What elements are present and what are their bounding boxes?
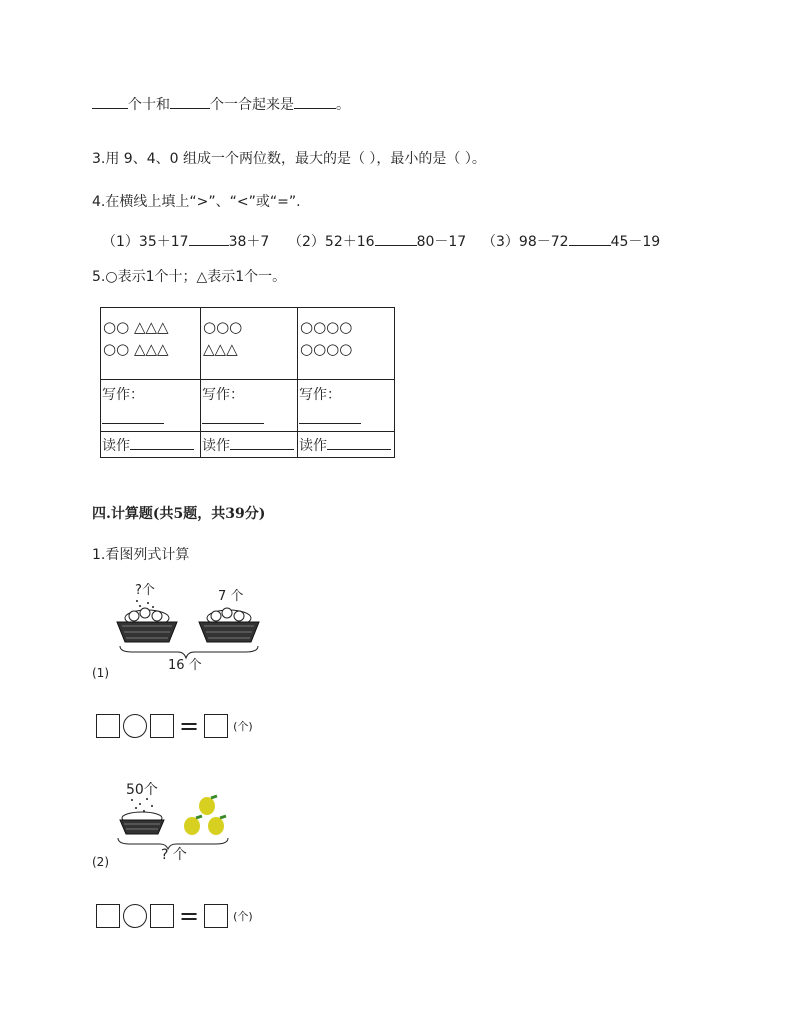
total-label: 16 个 [168, 658, 202, 673]
place-value-table [100, 307, 395, 458]
write-cell[interactable]: 写作： [101, 380, 201, 432]
question-4-item-1: （1）35＋17 38＋7 [102, 231, 269, 251]
equals-sign: = [179, 902, 200, 930]
left-basket-label: ?个 [135, 583, 155, 598]
unit-label: (个) [233, 910, 253, 923]
basket-count-label: 50个 [126, 782, 158, 798]
baskets-illustration [112, 598, 272, 660]
answer-box[interactable] [96, 714, 120, 738]
answer-box[interactable] [204, 904, 228, 928]
pear-icon [199, 796, 217, 815]
read-cell[interactable]: 读作 [201, 432, 298, 458]
basket-icon [199, 608, 259, 642]
equation-row-2 [96, 904, 253, 928]
pear-icon [208, 816, 226, 835]
read-cell[interactable]: 读作 [298, 432, 395, 458]
basket-icon [117, 600, 177, 642]
answer-box[interactable] [96, 904, 120, 928]
compare-blank[interactable] [569, 231, 611, 246]
total-label: ? 个 [161, 847, 187, 863]
compare-blank[interactable] [375, 231, 417, 246]
answer-blank[interactable] [294, 94, 336, 109]
basket-pears-illustration [112, 794, 242, 850]
basket-icon [120, 798, 164, 834]
compare-blank[interactable] [189, 231, 229, 246]
question-4-title: 4.在横线上填上“>”、“<”或“=”. [92, 194, 301, 210]
equals-sign: = [179, 712, 200, 740]
answer-box[interactable] [150, 904, 174, 928]
answer-blank[interactable] [170, 94, 210, 109]
shapes-cell: ○○ △△△ ○○ △△△ [101, 308, 201, 380]
write-cell[interactable]: 写作： [298, 380, 395, 432]
calc-question-1-title: 1.看图列式计算 [92, 547, 190, 563]
problem-label: (2) [92, 855, 109, 869]
answer-box[interactable] [150, 714, 174, 738]
problem-label: (1) [92, 666, 109, 680]
shapes-cell: ○○○ △△△ [201, 308, 298, 380]
section-title: 四.计算题(共5题，共39分) [92, 506, 266, 522]
right-basket-label: 7 个 [218, 589, 244, 604]
question-5-title: 5.○表示1个十；△表示1个一。 [92, 269, 287, 285]
write-cell[interactable]: 写作： [201, 380, 298, 432]
pear-icon [184, 816, 202, 835]
unit-label: (个) [233, 720, 253, 733]
question-4-item-2: （2）52＋16 80－17 [288, 231, 466, 251]
question-4-item-3: （3）98－72 45－19 [482, 231, 660, 251]
operator-circle[interactable] [123, 714, 147, 738]
q2-line: 个十和 个一合起来是 。 [92, 94, 350, 114]
operator-circle[interactable] [123, 904, 147, 928]
equation-row-1 [96, 714, 253, 738]
read-cell[interactable]: 读作 [101, 432, 201, 458]
answer-blank[interactable] [92, 94, 128, 109]
shapes-cell: ○○○○ ○○○○ [298, 308, 395, 380]
answer-box[interactable] [204, 714, 228, 738]
question-3: 3.用 9、4、0 组成一个两位数，最大的是（ ），最小的是（ ）。 [92, 151, 486, 167]
